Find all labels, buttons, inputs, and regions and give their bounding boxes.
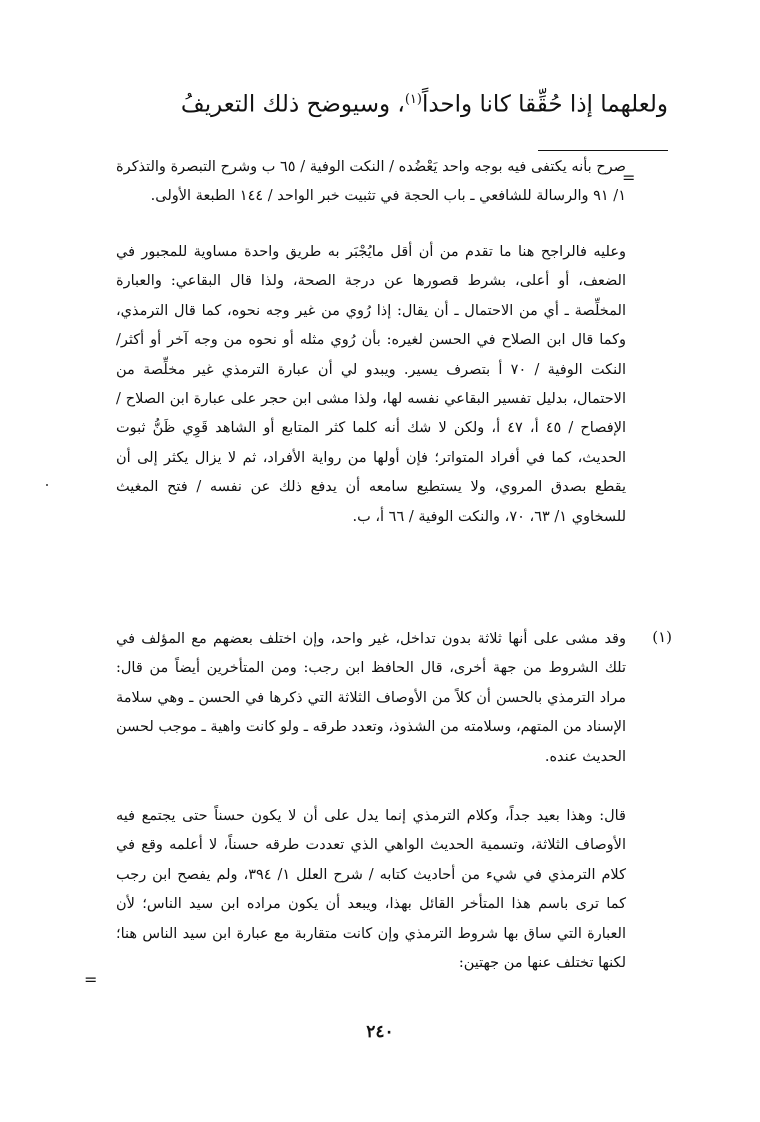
footnote-continued-block bbox=[116, 153, 626, 212]
footnote-paragraph-2-block bbox=[116, 238, 626, 532]
page-number: ٢٤٠ bbox=[366, 1022, 394, 1042]
footnote-number-1: (١) bbox=[652, 628, 672, 646]
main-text-after-ref: ، وسيوضح ذلك التعريفُ bbox=[180, 91, 405, 118]
continuation-marker-start: = bbox=[622, 168, 636, 187]
main-text-line bbox=[68, 80, 668, 125]
stray-dot-mark bbox=[46, 484, 48, 486]
continuation-marker-end: = bbox=[84, 970, 98, 989]
footnote-separator bbox=[538, 150, 668, 151]
footnote-1-paragraph-1: وقد مشى على أنها ثلاثة بدون تداخل، غير واحد، وإن اختلف بعضهم مع المؤلف في تلك الشروط من جهة أخرى، قال الحافظ ابن رجب: ومن المتأخرين أيضاً من قال: مراد الترمذي بالحسن أن كلاً من الأوصاف الثلاثة التي ذكرها في الحسن ـ وهي سلامة الإسناد من المتهم، وسلامته من الشذوذ، وتعدد طرقه ـ ولو كانت واهية ـ موجب لحسن الحديث عنده. bbox=[116, 631, 626, 765]
footnote-reference-1[interactable]: (١) bbox=[404, 92, 422, 107]
footnote-1-paragraph-2: قال: وهذا بعيد جداً، وكلام الترمذي إنما يدل على أن لا يكون حسناً حتى يجتمع فيه الأوصاف الثلاثة، وتسمية الحديث الواهي الذي تعددت طرقه حسناً، لا أعلمه وقع في كلام الترمذي في شيء من أحاديث كتابه / شرح العلل ١/ ٣٩٤، ولم يفصح ابن رجب كما ترى باسم هذا المتأخر القائل بهذا، ويبعد أن يكون مراده ابن سيد الناس؛ لأن العبارة التي ساق بها شروط الترمذي وإن كانت متقاربة مع عبارة ابن سيد الناس هنا؛ لكنها تختلف عنها من جهتين: bbox=[116, 808, 626, 972]
footnote-1-block-a bbox=[116, 625, 626, 772]
footnote-continued-paragraph: صرح بأنه يكتفى فيه بوجه واحد يَعْضُده / النكت الوفية / ٦٥ ب وشرح التبصرة والتذكرة ١/ ٩١ والرسالة للشافعي ـ باب الحجة في تثبيت خبر الواحد / ١٤٤ الطبعة الأولى. bbox=[116, 159, 626, 205]
footnote-paragraph-2: وعليه فالراجح هنا ما تقدم من أن أقل مايُجْبَر به طريق واحدة مساوية للمجبور في الضعف، أو أعلى، بشرط قصورها عن درجة الصحة، ولذا قال البقاعي: والعبارة المخلِّصة ـ أي من الاحتمال ـ أن يقال: إذا رُوي من غير وجه نحوه، كما قال الترمذي، وكما قال ابن الصلاح في الحسن لغيره: بأن رُوي مثله أو نحوه من وجه آخر أو أكثر/ النكت الوفية / ٧٠ أ بتصرف يسير. ويبدو لي أن عبارة الترمذي غير مخلِّصة من الاحتمال، بدليل تفسير البقاعي نفسه لها، ولذا مشى ابن حجر على عبارة ابن الصلاح / الإفصاح / ٤٥ أ، ٤٧ أ، ولكن لا شك أنه كلما كثر المتابع أو الشاهد قَوِي ظَنُّ ثبوت الحديث، كما في أفراد المتواتر؛ فإن أولها من رواية الأفراد، ثم لا يزال يكثر إلى أن يقطع بصدق المروي، ولا يستطيع سامعه أن يدفع ذلك عن نفسه / فتح المغيث للسخاوي ١/ ٦٣، ٧٠، والنكت الوفية / ٦٦ أ، ب. bbox=[116, 244, 626, 525]
main-text-before-ref: ولعلهما إذا حُقِّقا كانا واحداً bbox=[421, 91, 668, 118]
footnote-1-block-b bbox=[116, 802, 626, 978]
